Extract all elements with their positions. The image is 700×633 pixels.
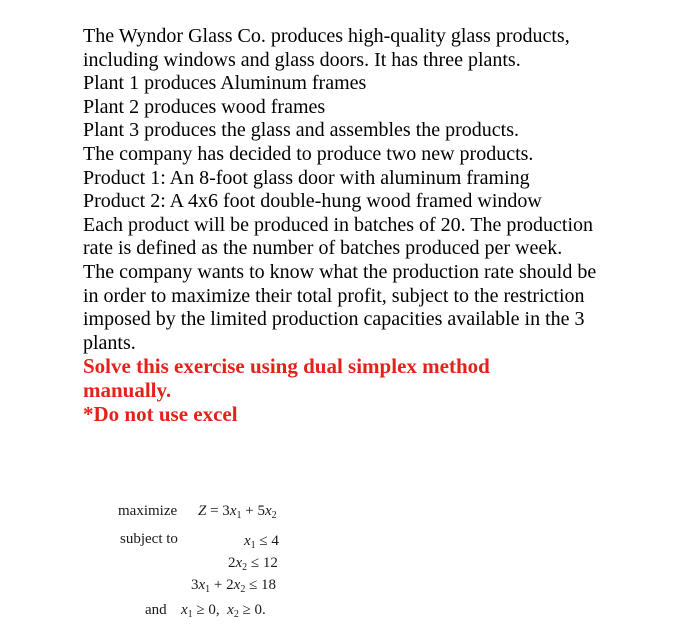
problem-line: rate is defined as the number of batches produced per week. bbox=[83, 237, 563, 260]
instruction-line: Solve this exercise using dual simplex method bbox=[83, 354, 490, 379]
constraint-3: $3x_1 + 2x_2 \le 18$ bbox=[191, 577, 277, 595]
problem-line: in order to maximize their total profit, subject to the restriction bbox=[83, 284, 585, 307]
nonnegativity-constraints: $x_1 \ge 0$, $x_2 \ge 0$. bbox=[181, 602, 266, 620]
problem-line: The company has decided to produce two new products. bbox=[83, 142, 534, 165]
problem-line: including windows and glass doors. It has three plants. bbox=[83, 48, 521, 71]
problem-line: Each product will be produced in batches of 20. The production bbox=[83, 213, 594, 236]
problem-line: Product 1: An 8-foot glass door with aluminum framing bbox=[83, 166, 530, 189]
instruction-line: *Do not use excel bbox=[83, 401, 238, 426]
problem-line: imposed by the limited production capacities available in the 3 bbox=[83, 308, 585, 331]
problem-line: plants. bbox=[83, 331, 136, 354]
problem-line: The company wants to know what the production rate should be bbox=[83, 260, 597, 283]
problem-line: Plant 2 produces wood frames bbox=[83, 95, 326, 118]
problem-line: Product 2: A 4x6 foot double-hung wood framed window bbox=[83, 190, 542, 213]
objective-function: $Z = 3x_1 + 5x_2$ bbox=[198, 503, 277, 521]
problem-line: Plant 3 produces the glass and assembles the products. bbox=[83, 119, 520, 142]
nonnegativity-label: and bbox=[145, 602, 167, 618]
constraints-label: subject to bbox=[120, 531, 178, 547]
instruction-line: manually. bbox=[83, 377, 172, 402]
problem-line: The Wyndor Glass Co. produces high-quality glass products, bbox=[83, 25, 570, 47]
constraint-1: $x_1 \le 4$ bbox=[244, 533, 279, 551]
problem-line: Plant 1 produces Aluminum frames bbox=[83, 72, 367, 95]
constraint-2: $2x_2 \le 12$ bbox=[228, 555, 278, 573]
objective-label: maximize bbox=[118, 503, 178, 519]
